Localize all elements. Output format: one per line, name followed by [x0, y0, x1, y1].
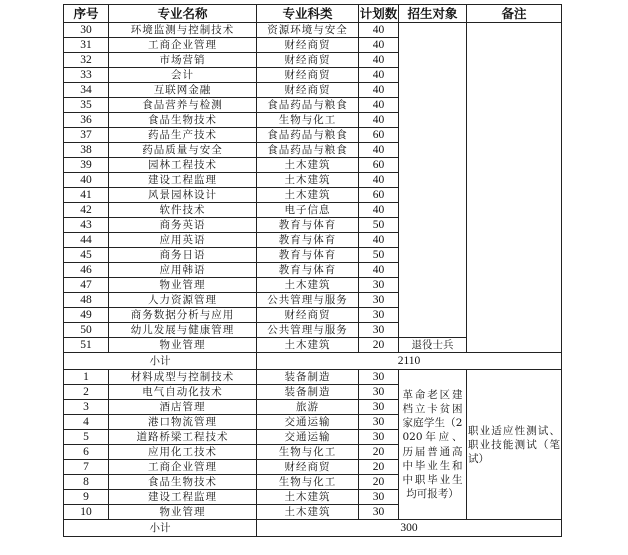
- plan-cell: 20: [359, 445, 399, 460]
- category-cell: 交通运输: [257, 430, 359, 445]
- seq-cell: 37: [64, 128, 109, 143]
- major-cell: 商务英语: [109, 218, 257, 233]
- plan-cell: 40: [359, 173, 399, 188]
- plan-cell: 40: [359, 23, 399, 38]
- seq-cell: 36: [64, 113, 109, 128]
- plan-cell: 20: [359, 475, 399, 490]
- category-cell: 教育与体育: [257, 233, 359, 248]
- seq-cell: 4: [64, 415, 109, 430]
- major-cell: 人力资源管理: [109, 293, 257, 308]
- seq-cell: 43: [64, 218, 109, 233]
- category-cell: 公共管理与服务: [257, 323, 359, 338]
- seq-cell: 32: [64, 53, 109, 68]
- target-text: 革命老区建档立卡贫困家庭学生（2020年应、历届普通高中毕业生和中职毕业生均可报考）: [402, 388, 463, 501]
- plan-cell: 20: [359, 338, 399, 353]
- major-cell: 互联网金融: [109, 83, 257, 98]
- category-cell: 旅游: [257, 400, 359, 415]
- plan-cell: 50: [359, 218, 399, 233]
- seq-cell: 47: [64, 278, 109, 293]
- note-cell: [467, 23, 562, 353]
- enrollment-plan-table: [63, 4, 562, 537]
- category-cell: 财经商贸: [257, 83, 359, 98]
- major-cell: 应用英语: [109, 233, 257, 248]
- plan-cell: 30: [359, 370, 399, 385]
- note-text: 职业适应性测试、职业技能测试（笔试）: [468, 424, 560, 465]
- category-cell: 交通运输: [257, 415, 359, 430]
- major-cell: 药品生产技术: [109, 128, 257, 143]
- major-cell: 园林工程技术: [109, 158, 257, 173]
- seq-cell: 38: [64, 143, 109, 158]
- plan-cell: 60: [359, 188, 399, 203]
- seq-cell: 41: [64, 188, 109, 203]
- enrollment-plan-sheet: [63, 4, 561, 537]
- major-cell: 食品生物技术: [109, 113, 257, 128]
- category-cell: 食品药品与粮食: [257, 143, 359, 158]
- plan-cell: 30: [359, 400, 399, 415]
- major-cell: 工商企业管理: [109, 38, 257, 53]
- seq-cell: 50: [64, 323, 109, 338]
- category-cell: 财经商贸: [257, 68, 359, 83]
- plan-cell: 30: [359, 308, 399, 323]
- major-cell: 食品营养与检测: [109, 98, 257, 113]
- major-cell: 物业管理: [109, 505, 257, 520]
- plan-cell: 40: [359, 203, 399, 218]
- plan-cell: 30: [359, 293, 399, 308]
- subtotal-label: 小计: [64, 353, 257, 370]
- seq-cell: 34: [64, 83, 109, 98]
- category-cell: 财经商贸: [257, 53, 359, 68]
- plan-cell: 20: [359, 460, 399, 475]
- header-note: 备注: [467, 5, 562, 23]
- seq-cell: 7: [64, 460, 109, 475]
- category-cell: 资源环境与安全: [257, 23, 359, 38]
- category-cell: 生物与化工: [257, 445, 359, 460]
- category-cell: 财经商贸: [257, 460, 359, 475]
- major-cell: 会计: [109, 68, 257, 83]
- note-cell: [467, 370, 562, 520]
- plan-cell: 40: [359, 113, 399, 128]
- seq-cell: 39: [64, 158, 109, 173]
- category-cell: 教育与体育: [257, 263, 359, 278]
- plan-cell: 40: [359, 233, 399, 248]
- seq-cell: 9: [64, 490, 109, 505]
- category-cell: 土木建筑: [257, 338, 359, 353]
- major-cell: 幼儿发展与健康管理: [109, 323, 257, 338]
- seq-cell: 6: [64, 445, 109, 460]
- major-cell: 食品生物技术: [109, 475, 257, 490]
- seq-cell: 30: [64, 23, 109, 38]
- seq-cell: 44: [64, 233, 109, 248]
- seq-cell: 1: [64, 370, 109, 385]
- category-cell: 土木建筑: [257, 158, 359, 173]
- major-cell: 港口物流管理: [109, 415, 257, 430]
- category-cell: 土木建筑: [257, 490, 359, 505]
- category-cell: 土木建筑: [257, 278, 359, 293]
- section1-subtotal: [64, 353, 562, 370]
- plan-cell: 30: [359, 385, 399, 400]
- seq-cell: 48: [64, 293, 109, 308]
- header-category: 专业科类: [257, 5, 359, 23]
- header-seq: 序号: [64, 5, 109, 23]
- header-major: 专业名称: [109, 5, 257, 23]
- header-plan: 计划数: [359, 5, 398, 21]
- seq-cell: 5: [64, 430, 109, 445]
- subtotal-label: 小计: [64, 520, 257, 537]
- category-cell: 食品药品与粮食: [257, 128, 359, 143]
- category-cell: 公共管理与服务: [257, 293, 359, 308]
- subtotal-row: [64, 520, 562, 537]
- major-cell: 软件技术: [109, 203, 257, 218]
- major-cell: 物业管理: [109, 278, 257, 293]
- table-row: [64, 370, 562, 385]
- seq-cell: 35: [64, 98, 109, 113]
- plan-cell: 30: [359, 505, 399, 520]
- subtotal-row: [64, 353, 562, 370]
- target-cell: [399, 370, 467, 520]
- major-cell: 物业管理: [109, 338, 257, 353]
- major-cell: 商务日语: [109, 248, 257, 263]
- category-cell: 土木建筑: [257, 188, 359, 203]
- subtotal-value: 300: [257, 520, 562, 537]
- seq-cell: 33: [64, 68, 109, 83]
- seq-cell: 49: [64, 308, 109, 323]
- plan-cell: 30: [359, 278, 399, 293]
- category-cell: 电子信息: [257, 203, 359, 218]
- plan-cell: 40: [359, 38, 399, 53]
- seq-cell: 2: [64, 385, 109, 400]
- major-cell: 药品质量与安全: [109, 143, 257, 158]
- category-cell: 生物与化工: [257, 113, 359, 128]
- major-cell: 电气自动化技术: [109, 385, 257, 400]
- plan-cell: 50: [359, 248, 399, 263]
- section2-body: [64, 370, 562, 520]
- seq-cell: 10: [64, 505, 109, 520]
- major-cell: 市场营销: [109, 53, 257, 68]
- seq-cell: 42: [64, 203, 109, 218]
- category-cell: 装备制造: [257, 385, 359, 400]
- plan-cell: 30: [359, 415, 399, 430]
- major-cell: 风景园林设计: [109, 188, 257, 203]
- major-cell: 材料成型与控制技术: [109, 370, 257, 385]
- table-row: [64, 23, 562, 38]
- plan-cell: 40: [359, 143, 399, 158]
- seq-cell: 8: [64, 475, 109, 490]
- seq-cell: 40: [64, 173, 109, 188]
- seq-cell: 46: [64, 263, 109, 278]
- category-cell: 教育与体育: [257, 248, 359, 263]
- major-cell: 建设工程监理: [109, 490, 257, 505]
- major-cell: 环境监测与控制技术: [109, 23, 257, 38]
- header-row: [64, 5, 562, 23]
- category-cell: 土木建筑: [257, 173, 359, 188]
- section2-subtotal: [64, 520, 562, 537]
- category-cell: 土木建筑: [257, 505, 359, 520]
- plan-cell: 60: [359, 158, 399, 173]
- major-cell: 应用韩语: [109, 263, 257, 278]
- plan-cell: 30: [359, 430, 399, 445]
- major-cell: 道路桥梁工程技术: [109, 430, 257, 445]
- seq-cell: 31: [64, 38, 109, 53]
- category-cell: 财经商贸: [257, 308, 359, 323]
- major-cell: 建设工程监理: [109, 173, 257, 188]
- seq-cell: 3: [64, 400, 109, 415]
- target-cell: 退役士兵: [399, 338, 467, 353]
- plan-cell: 40: [359, 53, 399, 68]
- plan-cell: 40: [359, 263, 399, 278]
- plan-cell: 30: [359, 490, 399, 505]
- major-cell: 酒店管理: [109, 400, 257, 415]
- subtotal-value: 2110: [257, 353, 562, 370]
- seq-cell: 51: [64, 338, 109, 353]
- plan-cell: 60: [359, 128, 399, 143]
- category-cell: 生物与化工: [257, 475, 359, 490]
- target-cell: [399, 23, 467, 338]
- major-cell: 工商企业管理: [109, 460, 257, 475]
- seq-cell: 45: [64, 248, 109, 263]
- plan-cell: 40: [359, 83, 399, 98]
- category-cell: 教育与体育: [257, 218, 359, 233]
- section1-body: [64, 23, 562, 353]
- category-cell: 财经商贸: [257, 38, 359, 53]
- plan-cell: 40: [359, 68, 399, 83]
- major-cell: 应用化工技术: [109, 445, 257, 460]
- header-target: 招生对象: [399, 5, 467, 23]
- major-cell: 商务数据分析与应用: [109, 308, 257, 323]
- plan-cell: 30: [359, 323, 399, 338]
- category-cell: 装备制造: [257, 370, 359, 385]
- plan-cell: 40: [359, 98, 399, 113]
- category-cell: 食品药品与粮食: [257, 98, 359, 113]
